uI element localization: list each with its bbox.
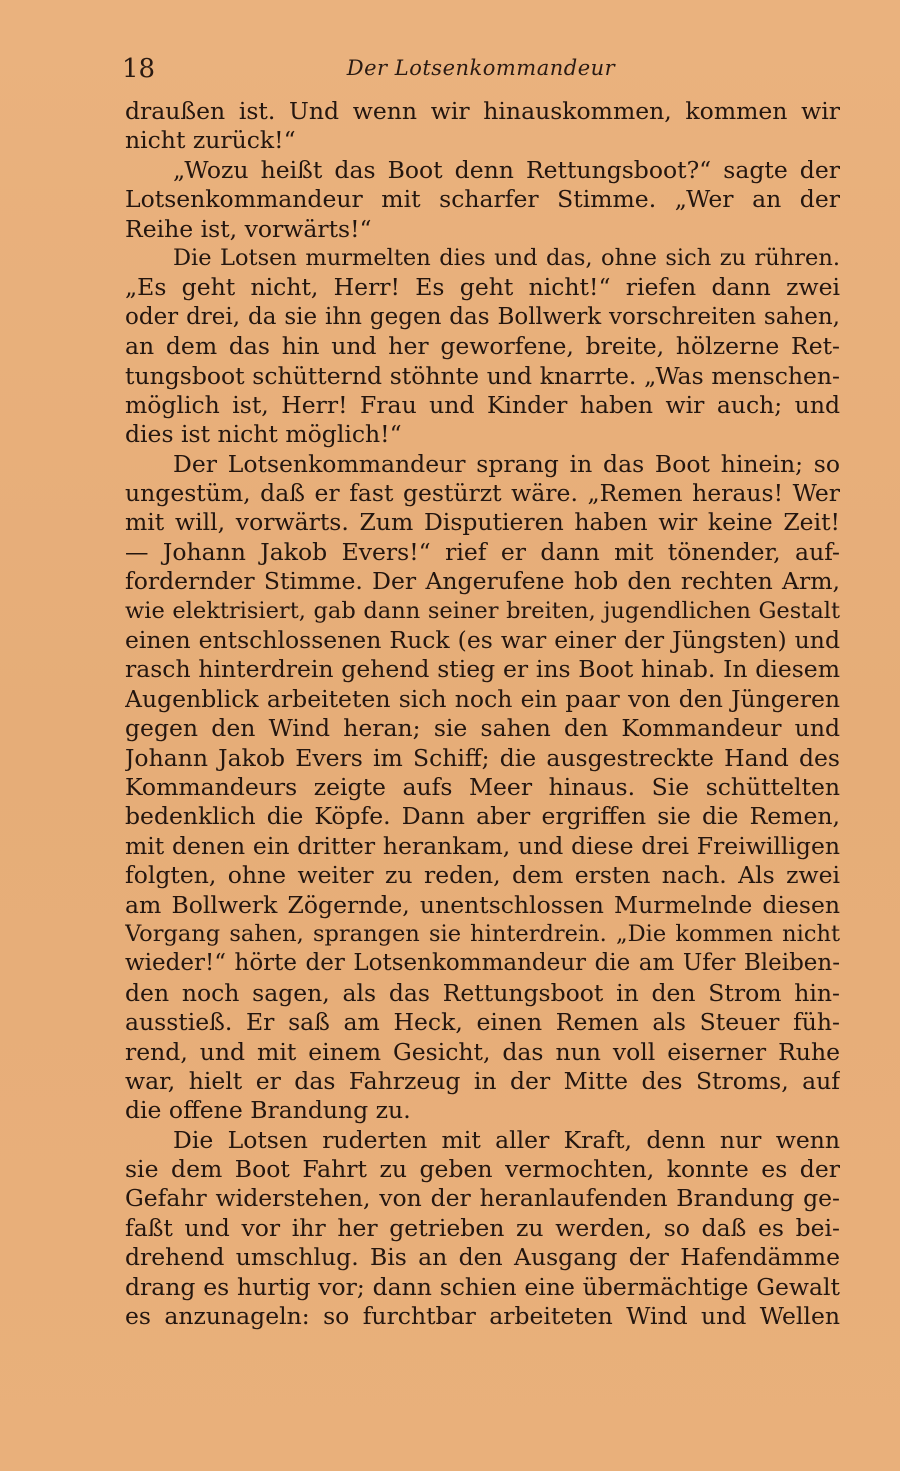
page-number: 18 [122, 54, 156, 84]
text-line: mit denen ein dritter herankam, und diese drei Freiwilligen [125, 831, 840, 860]
text-line: draußen ist. Und wenn wir hinauskommen, kommen wir [125, 97, 840, 125]
text-line: den noch sagen, als das Rettungsboot in den Strom hin- [125, 978, 840, 1007]
text-line: war, hielt er das Fahrzeug in der Mitte des Stroms, auf [125, 1066, 840, 1095]
text-line: rend, und mit einem Gesicht, das nun voll eiserner Ruhe [125, 1037, 840, 1066]
text-line: Kommandeurs zeigte aufs Meer hinaus. Sie schüttelten [125, 772, 840, 801]
text-line: „Es geht nicht, Herr! Es geht nicht!“ riefen dann zwei [125, 273, 840, 302]
text-line: ausstieß. Er saß am Heck, einen Remen als Steuer füh- [125, 1008, 840, 1037]
text-line: drang es hurtig vor; dann schien eine übermächtige Gewalt [125, 1272, 840, 1301]
text-line: „Wozu heißt das Boot denn Rettungsboot?“ sagte der [173, 155, 840, 184]
text-line: sie dem Boot Fahrt zu geben vermochten, konnte es der [125, 1155, 840, 1184]
text-line: Vorgang sahen, sprangen sie hinterdrein. „Die kommen nicht [125, 920, 840, 947]
text-line: Johann Jakob Evers im Schiff; die ausgestreckte Hand des [125, 743, 840, 772]
text-line: faßt und vor ihr her getrieben zu werden, so daß es bei- [125, 1213, 840, 1242]
page-header [122, 52, 840, 92]
text-line: die offene Brandung zu. [125, 1096, 411, 1125]
text-line: rasch hinterdrein gehend stieg er ins Boot hinab. In diesem [125, 655, 840, 684]
text-line: wieder!“ hörte der Lotsenkommandeur die am Ufer Bleiben- [125, 950, 840, 977]
text-line: am Bollwerk Zögernde, unentschlossen Murmelnde diesen [125, 890, 840, 919]
text-line: einen entschlossenen Ruck (es war einer der Jüngsten) und [125, 626, 840, 655]
text-line: Die Lotsen murmelten dies und das, ohne sich zu rühren. [173, 244, 840, 271]
text-line: möglich ist, Herr! Frau und Kinder haben wir auch; und [125, 390, 840, 419]
text-line: — Johann Jakob Evers!“ rief er dann mit tönender, auf- [125, 537, 840, 566]
text-line: mit will, vorwärts. Zum Disputieren haben wir keine Zeit! [125, 508, 840, 537]
text-line: gegen den Wind heran; sie sahen den Kommandeur und [125, 714, 840, 743]
text-line: Die Lotsen ruderten mit aller Kraft, denn nur wenn [173, 1125, 840, 1154]
text-line: folgten, ohne weiter zu reden, dem ersten nach. Als zwei [125, 861, 840, 890]
text-line: es anzunageln: so furchtbar arbeiteten Wind und Wellen [125, 1302, 840, 1331]
text-line: ungestüm, daß er fast gestürzt wäre. „Remen heraus! Wer [125, 479, 840, 508]
running-title: Der Lotsenkommandeur [346, 56, 616, 80]
body-text [125, 97, 840, 1331]
text-line: nicht zurück!“ [125, 126, 296, 155]
text-line: tungsboot schütternd stöhnte und knarrte. „Was menschen- [125, 361, 840, 390]
text-line: fordernder Stimme. Der Angerufene hob den rechten Arm, [125, 567, 840, 596]
text-line: Augenblick arbeiteten sich noch ein paar von den Jüngeren [125, 684, 840, 713]
text-line: drehend umschlug. Bis an den Ausgang der Hafendämme [125, 1243, 840, 1272]
text-line: oder drei, da sie ihn gegen das Bollwerk vorschreiten sahen, [125, 303, 840, 330]
text-line: bedenklich die Köpfe. Dann aber ergriffen sie die Remen, [125, 802, 840, 831]
text-line: an dem das hin und her geworfene, breite, hölzerne Ret- [125, 332, 840, 361]
text-line: Lotsenkommandeur mit scharfer Stimme. „Wer an der [125, 185, 840, 214]
text-line: Reihe ist, vorwärts!“ [125, 214, 372, 243]
text-line: Der Lotsenkommandeur sprang in das Boot hinein; so [173, 449, 840, 478]
text-line: Gefahr widerstehen, von der heranlaufenden Brandung ge- [125, 1184, 840, 1213]
text-line: wie elektrisiert, gab dann seiner breiten, jugendlichen Gestalt [125, 597, 840, 624]
text-line: dies ist nicht möglich!“ [125, 420, 402, 449]
